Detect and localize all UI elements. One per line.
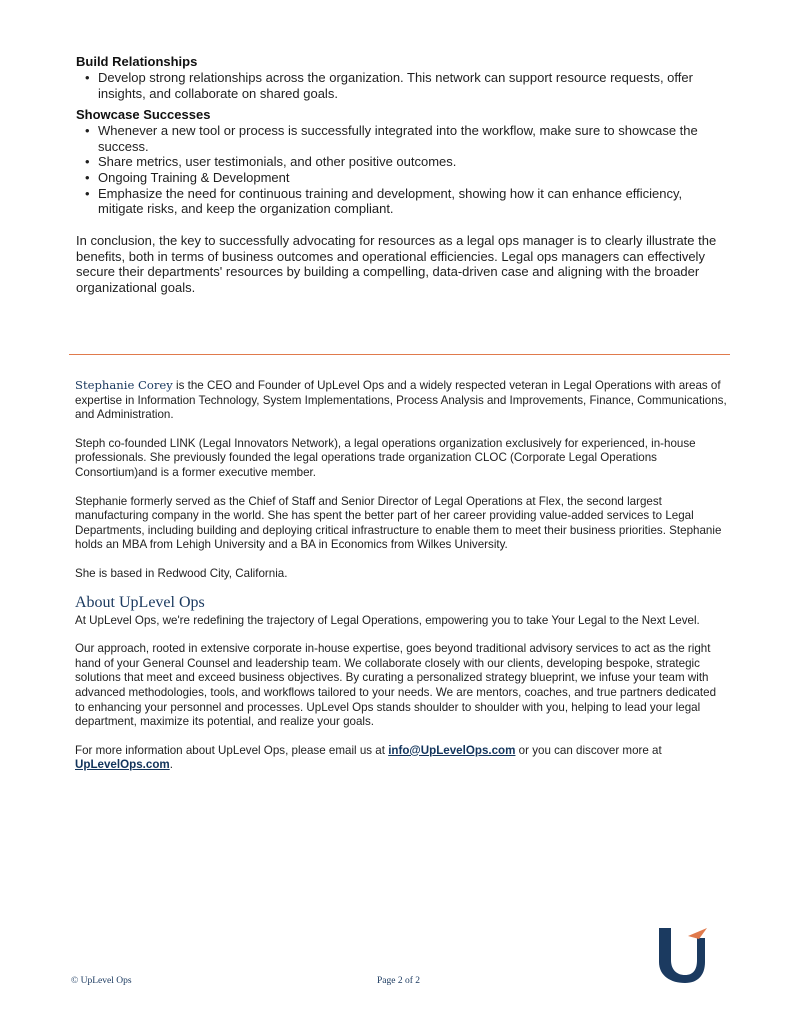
website-link[interactable]: UpLevelOps.com [75, 758, 170, 772]
contact-paragraph: For more information about UpLevel Ops, please email us at info@UpLevelOps.com or you can discover more at UpLevelOps.com. [75, 743, 662, 772]
bio-paragraph-1: Stephanie Corey is the CEO and Founder of UpLevel Ops and a widely respected veteran in Legal Operations with areas of expertise in Information Technology, System Implementations, Process Analysis and Improvements, Finance, Communications, and Administration. [75, 378, 727, 422]
uplevel-u-logo-icon [655, 926, 713, 984]
list-item: • Emphasize the need for continuous training and development, showing how it can enhance efficiency, mitigate risks, and keep the organization compliant. [98, 186, 726, 217]
bio-paragraph-3: Stephanie formerly served as the Chief of Staff and Senior Director of Legal Operations at Flex, the second largest manufacturing company in the world. She has spent the better part of her career providing value-added services to Legal Departments, including building and deploying critical infrastructure to enable them to meet their business priorities. Stephanie holds an MBA from Lehigh University and a BA in Economics from Wilkes University. [75, 494, 722, 552]
list-item: • Whenever a new tool or process is successfully integrated into the workflow, make sure to showcase the success. [98, 123, 726, 154]
section-divider [69, 354, 730, 355]
about-heading: About UpLevel Ops [75, 593, 205, 611]
bio-section [75, 378, 727, 773]
email-link[interactable]: info@UpLevelOps.com [388, 743, 516, 757]
footer-page-number: Page 2 of 2 [377, 976, 421, 986]
top-section [76, 54, 726, 296]
about-paragraph-2: Our approach, rooted in extensive corporate in-house expertise, goes beyond traditional advisory services to act as the right hand of your General Counsel and leadership team. We collaborate closely with our clients, developing bespoke, strategic solutions that meet and exceed business objectives. By curating a personalized strategy blueprint, we infuse your team with advanced methodologies, tools, and workflows tailored to your needs. We are mentors, coaches, and true partners dedicated to enhancing your personnel and processes. UpLevel Ops stands shoulder to shoulder with you, helping to lead your legal department, maximize its potential, and realize your goals. [75, 642, 717, 729]
list-item: • Develop strong relationships across the organization. This network can support resource requests, offer insights, and collaborate on shared goals. [98, 70, 726, 101]
showcase-successes-heading: Showcase Successes [76, 107, 211, 123]
showcase-successes-list [76, 123, 726, 217]
bio-paragraph-4: She is based in Redwood City, California. [75, 566, 288, 580]
build-relationships-list [76, 70, 726, 101]
footer-copyright: © UpLevel Ops [71, 976, 132, 986]
bio-paragraph-2: Steph co-founded LINK (Legal Innovators Network), a legal operations organization exclusively for experienced, in-house professionals. She previously founded the legal operations trade organization CLOC (Corporate Legal Operations Consortium)and is a former executive member. [75, 436, 696, 479]
list-item: • Ongoing Training & Development [98, 170, 726, 186]
conclusion-paragraph: In conclusion, the key to successfully advocating for resources as a legal ops manager is to clearly illustrate the benefits, both in terms of business outcomes and operational efficiencies. Legal ops managers can effectively secure their departments' resources by building a compelling, data-driven case and aligning with the broader organizational goals. [76, 232, 717, 296]
about-paragraph-1: At UpLevel Ops, we're redefining the trajectory of Legal Operations, empowering you to take Your Legal to the Next Level. [75, 613, 700, 627]
build-relationships-heading: Build Relationships [76, 54, 198, 69]
list-item: • Share metrics, user testimonials, and other positive outcomes. [98, 154, 726, 170]
author-name: Stephanie Corey [75, 378, 173, 392]
